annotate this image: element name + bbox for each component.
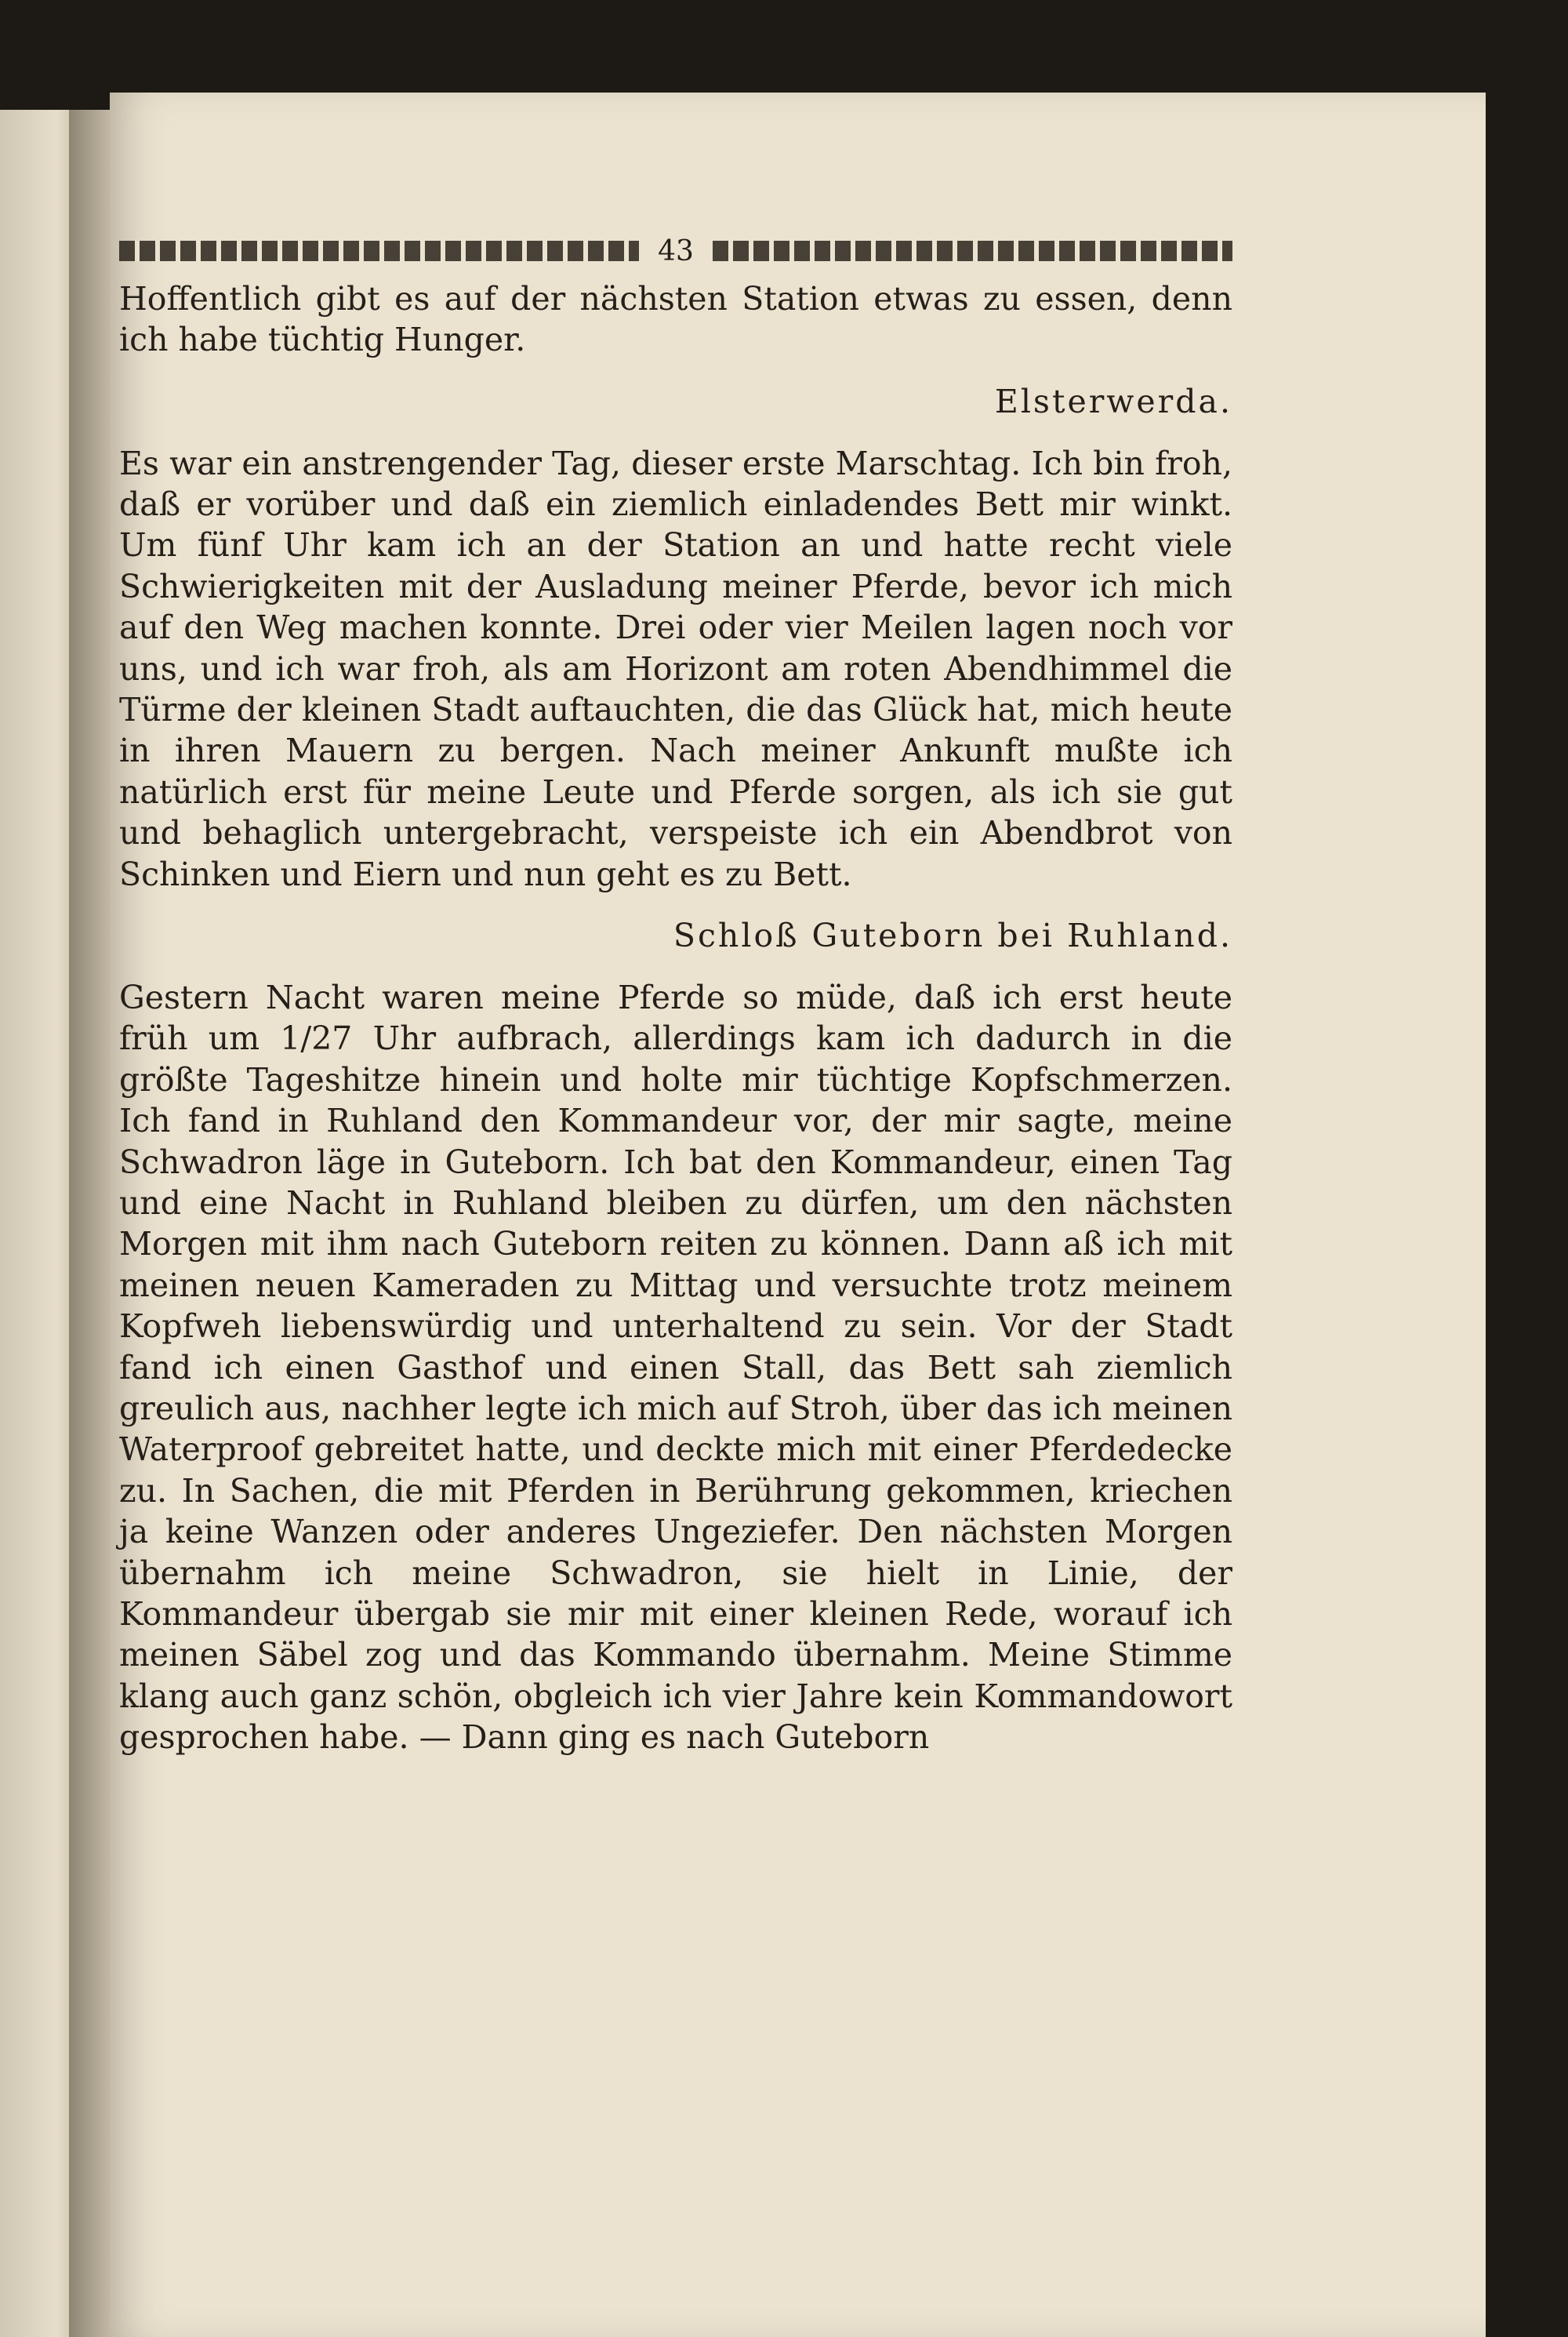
paragraph: Gestern Nacht waren meine Pferde so müde, daß ich erst heute früh um 1/27 Uhr aufbrach, allerdings kam ich dadurch in die größte Tageshitze hinein und holte mir tüchtige Kopfschmerzen. Ich fand in Ruhland den Kommandeur vor, der mir sagte, meine Schwadron läge in Guteborn. Ich bat den Kommandeur, einen Tag und eine Nacht in Ruhland bleiben zu dürfen, um den nächsten Morgen mit ihm nach Guteborn reiten zu können. Dann aß ich mit meinen neuen Kameraden zu Mittag und versuchte trotz meinem Kopfweh liebenswürdig und unterhaltend zu sein. Vor der Stadt fand ich einen Gasthof und einen Stall, das Bett sah ziemlich greulich aus, nachher legte ich mich auf Stroh, über das ich meinen Waterproof gebreitet hatte, und deckte mich mit einer Pferdedecke zu. In Sachen, die mit Pferden in Berührung gekommen, kriechen ja keine Wanzen oder anderes Ungeziefer. Den nächsten Morgen übernahm ich meine Schwadron, sie hielt in Linie, der Kommandeur übergab sie mir mit einer kleinen Rede, worauf ich meinen Säbel zog und das Kommando übernahm. Meine Stimme klang auch ganz schön, obgleich ich vier Jahre kein Kommandowort gesprochen habe. — Dann ging es nach Guteborn [119, 978, 1232, 1757]
book-gutter [69, 110, 116, 2337]
ornament-band-left [119, 241, 639, 261]
section-heading: Schloß Guteborn bei Ruhland. [673, 917, 1232, 955]
paragraph: Es war ein anstrengender Tag, dieser erste Marschtag. Ich bin froh, daß er vorüber und daß ein ziemlich einladendes Bett mir winkt. Um fünf Uhr kam ich an der Station an und hatte recht viele Schwierigkeiten mit der Ausladung meiner Pferde, bevor ich mich auf den Weg machen konnte. Drei oder vier Meilen lagen noch vor uns, und ich war froh, als am Horizont am roten Abendhimmel die Türme der kleinen Stadt auftauchten, die das Glück hat, mich heute in ihren Mauern zu bergen. Nach meiner Ankunft mußte ich natürlich erst für meine Leute und Pferde sorgen, als ich sie gut und behaglich untergebracht, verspeiste ich ein Abendbrot von Schinken und Eiern und nun geht es zu Bett. [119, 444, 1232, 893]
running-header [119, 227, 1232, 274]
page-text [119, 278, 1232, 1758]
paragraph: Hoffentlich gibt es auf der nächsten Station etwas zu essen, denn ich habe tüchtig Hunger. [119, 280, 1232, 359]
section-heading: Elsterwerda. [994, 382, 1232, 420]
page-number: 43 [658, 234, 694, 267]
ornament-band-right [713, 241, 1232, 261]
